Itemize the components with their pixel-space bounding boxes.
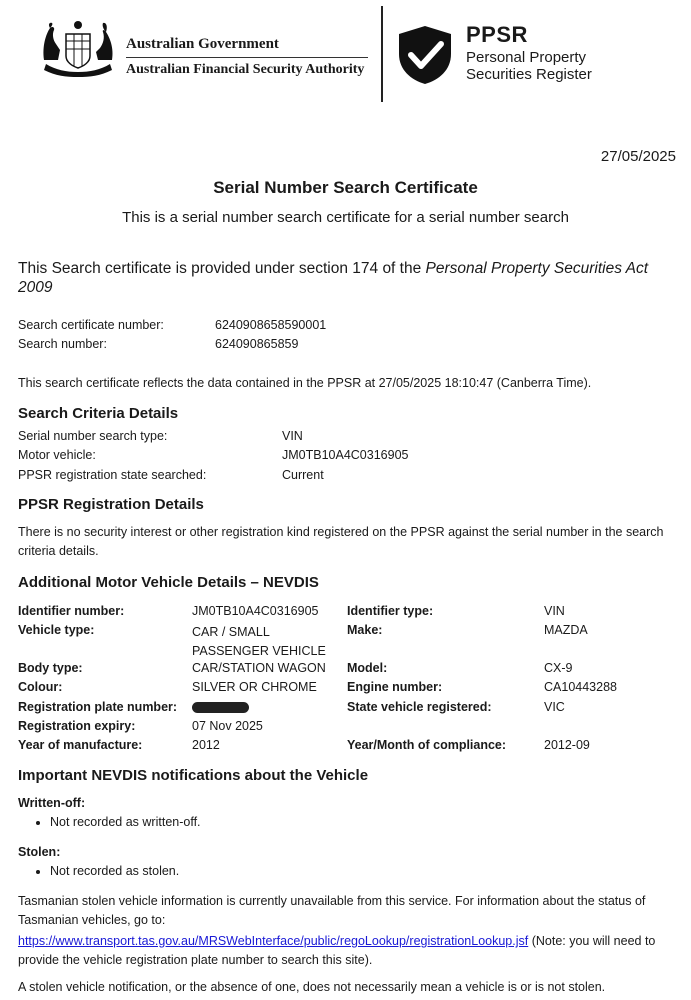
state-registered-label: State vehicle registered:	[347, 700, 492, 714]
criteria-value-motor-vehicle: JM0TB10A4C0316905	[282, 448, 409, 462]
cert-number-label: Search certificate number:	[18, 318, 164, 332]
identifier-number-label: Identifier number:	[18, 604, 125, 618]
vehicle-type-label: Vehicle type:	[18, 623, 95, 637]
criteria-heading: Search Criteria Details	[18, 405, 179, 422]
engine-number-label: Engine number:	[347, 680, 443, 694]
make-value: MAZDA	[544, 623, 588, 637]
criteria-label-state-searched: PPSR registration state searched:	[18, 468, 207, 482]
colour-label: Colour:	[18, 680, 63, 694]
registration-expiry-label: Registration expiry:	[18, 719, 136, 733]
model-label: Model:	[347, 661, 388, 675]
criteria-label-search-type: Serial number search type:	[18, 429, 168, 443]
registration-text: There is no security interest or other registration kind registered on the PPSR against the serial number in the search criteria details.	[18, 525, 664, 558]
ppsr-subtitle	[466, 49, 592, 83]
model-value: CX-9	[544, 661, 573, 675]
identifier-number-value: JM0TB10A4C0316905	[192, 604, 319, 618]
vehicle-type-line2: PASSENGER VEHICLE	[192, 644, 326, 658]
criteria-label-motor-vehicle: Motor vehicle:	[18, 448, 96, 462]
criteria-value-state-searched: Current	[282, 468, 324, 482]
intro-statement	[18, 259, 678, 297]
tasmania-link-paragraph	[18, 932, 676, 970]
tasmania-link-note: (Note: you will need to provide the vehicle registration plate number to search this site).	[18, 934, 656, 967]
intro-act-name: Personal Property Securities Act 2009	[18, 260, 649, 296]
government-name: Australian Government	[126, 36, 279, 52]
ppsr-title: PPSR	[466, 22, 528, 47]
page-title: Serial Number Search Certificate	[213, 178, 478, 197]
year-manufacture-label: Year of manufacture:	[18, 738, 143, 752]
cert-number-value: 6240908658590001	[215, 318, 327, 332]
coat-of-arms-logo	[36, 20, 120, 78]
header-divider-line	[126, 57, 368, 58]
written-off-label: Written-off:	[18, 796, 86, 810]
registration-heading: PPSR Registration Details	[18, 496, 204, 513]
redaction-mark	[192, 702, 249, 713]
vehicle-type-line1: CAR / SMALL	[192, 625, 270, 639]
identifier-type-label: Identifier type:	[347, 604, 434, 618]
colour-value: SILVER OR CHROME	[192, 680, 317, 694]
plate-number-value	[192, 700, 249, 714]
body-type-label: Body type:	[18, 661, 83, 675]
written-off-list	[18, 815, 201, 829]
ppsr-subtitle-line2: Securities Register	[466, 66, 592, 83]
ppsr-subtitle-line1: Personal Property	[466, 49, 587, 66]
state-registered-value: VIC	[544, 700, 565, 714]
engine-number-value: CA10443288	[544, 680, 617, 694]
identifier-type-value: VIN	[544, 604, 565, 618]
search-number-label: Search number:	[18, 337, 107, 351]
make-label: Make:	[347, 623, 383, 637]
nevdis-heading: Additional Motor Vehicle Details – NEVDIS	[18, 574, 319, 591]
reflects-statement: This search certificate reflects the data contained in the PPSR at 27/05/2025 18:10:47 (Canberra Time).	[18, 376, 592, 390]
plate-number-label: Registration plate number:	[18, 700, 178, 714]
intro-prefix: This Search certificate is provided under section 174 of the	[18, 260, 426, 277]
body-type-value: CAR/STATION WAGON	[192, 661, 326, 675]
stolen-item: • Not recorded as stolen.	[50, 864, 179, 878]
compliance-value: 2012-09	[544, 738, 590, 752]
registration-expiry-value: 07 Nov 2025	[192, 719, 263, 733]
tasmania-info-text: Tasmanian stolen vehicle information is currently unavailable from this service. For information about the status of Tasmanian vehicles, go to:	[18, 894, 646, 927]
ppsr-shield-check-icon	[395, 24, 455, 86]
vehicle-type-value	[192, 623, 326, 661]
stolen-disclaimer: A stolen vehicle notification, or the absence of one, does not necessarily mean a vehicle is or is not stolen.	[18, 980, 606, 994]
tasmania-lookup-link[interactable]: https://www.transport.tas.gov.au/MRSWebInterface/public/regoLookup/registrationLookup.jsf	[18, 934, 529, 948]
criteria-value-search-type: VIN	[282, 429, 303, 443]
year-manufacture-value: 2012	[192, 738, 220, 752]
agency-name: Australian Financial Security Authority	[126, 62, 365, 77]
search-number-value: 624090865859	[215, 337, 299, 351]
header-vertical-divider	[381, 6, 383, 102]
page-subtitle: This is a serial number search certificate for a serial number search	[122, 209, 569, 226]
notifications-heading: Important NEVDIS notifications about the Vehicle	[18, 767, 369, 784]
written-off-item: • Not recorded as written-off.	[50, 815, 201, 829]
stolen-list	[18, 864, 179, 878]
compliance-label: Year/Month of compliance:	[347, 738, 507, 752]
certificate-date: 27/05/2025	[600, 148, 676, 165]
stolen-label: Stolen:	[18, 845, 61, 859]
